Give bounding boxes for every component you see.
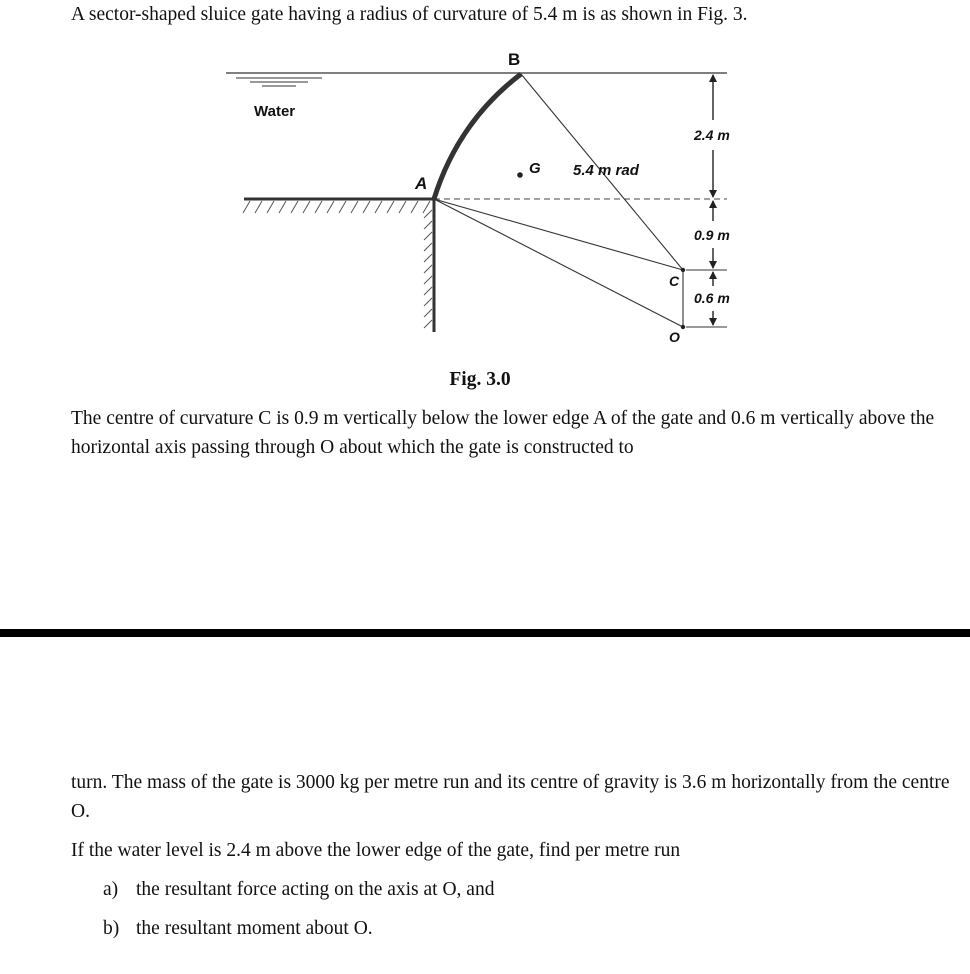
turn-paragraph: turn. The mass of the gate is 3000 kg per metre run and its centre of gravity is 3.6 m horizontally from the centre O.: [71, 772, 950, 822]
sluice-gate-figure: [0, 0, 970, 370]
label-point-c: C: [669, 273, 680, 289]
label-radius: 5.4 m rad: [573, 162, 639, 179]
centre-paragraph: The centre of curvature C is 0.9 m vertically below the lower edge A of the gate and 0.6 m vertically above the horizontal axis passing through O about which the gate is constructed to: [71, 408, 935, 458]
label-dim-c-to-o: 0.6 m: [694, 290, 730, 306]
gate-arc: [434, 74, 521, 199]
wall-hatching: [424, 210, 432, 328]
label-dim-a-to-c: 0.9 m: [694, 227, 730, 243]
item-a-label: a): [103, 879, 119, 900]
point-o-dot: [681, 325, 685, 329]
point-c-dot: [681, 268, 685, 272]
intro-paragraph: A sector-shaped sluice gate having a radius of curvature of 5.4 m is as shown in Fig. 3.: [71, 4, 748, 25]
label-water: Water: [254, 103, 296, 120]
label-point-a: A: [415, 174, 428, 193]
item-b-label: b): [103, 918, 120, 939]
line-a-to-c: [434, 199, 683, 270]
label-point-g: G: [529, 160, 541, 177]
label-point-b: B: [508, 50, 521, 69]
point-g-dot: [517, 172, 523, 178]
item-b-text: the resultant moment about O.: [136, 918, 373, 939]
label-dim-water-level: 2.4 m: [694, 127, 730, 143]
find-paragraph: If the water level is 2.4 m above the lower edge of the gate, find per metre run: [71, 840, 681, 861]
question-item-b: [103, 914, 373, 943]
line-a-to-o: [434, 199, 683, 327]
item-a-text: the resultant force acting on the axis at O, and: [136, 879, 495, 900]
question-item-a: [103, 875, 494, 904]
page-break-bar: [0, 629, 970, 637]
label-point-o: O: [669, 329, 680, 345]
ground-hatching: [243, 201, 430, 213]
figure-caption: Fig. 3.0: [449, 369, 511, 390]
